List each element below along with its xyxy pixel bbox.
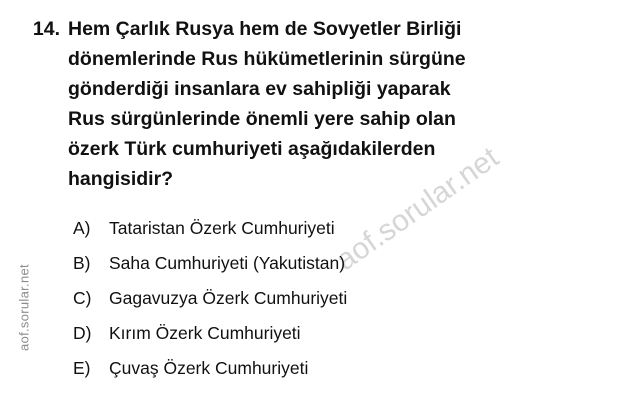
option-label: Gagavuzya Özerk Cumhuriyeti: [109, 288, 348, 308]
question-line: hangisidir?: [68, 168, 174, 190]
question-line: Hem Çarlık Rusya hem de Sovyetler Birliği: [68, 18, 462, 40]
options-list: [18, 216, 633, 380]
option-label: Saha Cumhuriyeti (Yakutistan): [109, 253, 346, 273]
option-label: Kırım Özerk Cumhuriyeti: [109, 323, 301, 343]
option-letter: A): [73, 218, 91, 238]
option-letter: E): [73, 358, 91, 378]
question-number: 14.: [32, 18, 60, 40]
diagonal-watermark: aof.sorular.net: [330, 140, 505, 278]
question-line: özerk Türk cumhuriyeti aşağıdakilerden: [68, 138, 436, 160]
option-e[interactable]: [73, 356, 633, 380]
option-label: Tataristan Özerk Cumhuriyeti: [109, 218, 335, 238]
option-letter: D): [73, 323, 92, 343]
option-d[interactable]: [73, 321, 633, 345]
option-a[interactable]: [73, 216, 633, 240]
question-content: [18, 14, 633, 391]
side-watermark: aof.sorular.net: [16, 264, 32, 351]
option-letter: B): [73, 253, 91, 273]
question-line: Rus sürgünlerinde önemli yere sahip olan: [68, 108, 456, 130]
question-text: [68, 14, 628, 194]
option-letter: C): [73, 288, 92, 308]
question-line: dönemlerinde Rus hükümetlerinin sürgüne: [68, 48, 466, 70]
question-block: [18, 14, 633, 194]
option-b[interactable]: [73, 251, 633, 275]
question-line: gönderdiği insanlara ev sahipliği yaparak: [68, 78, 451, 100]
option-c[interactable]: [73, 286, 633, 310]
option-label: Çuvaş Özerk Cumhuriyeti: [109, 358, 309, 378]
